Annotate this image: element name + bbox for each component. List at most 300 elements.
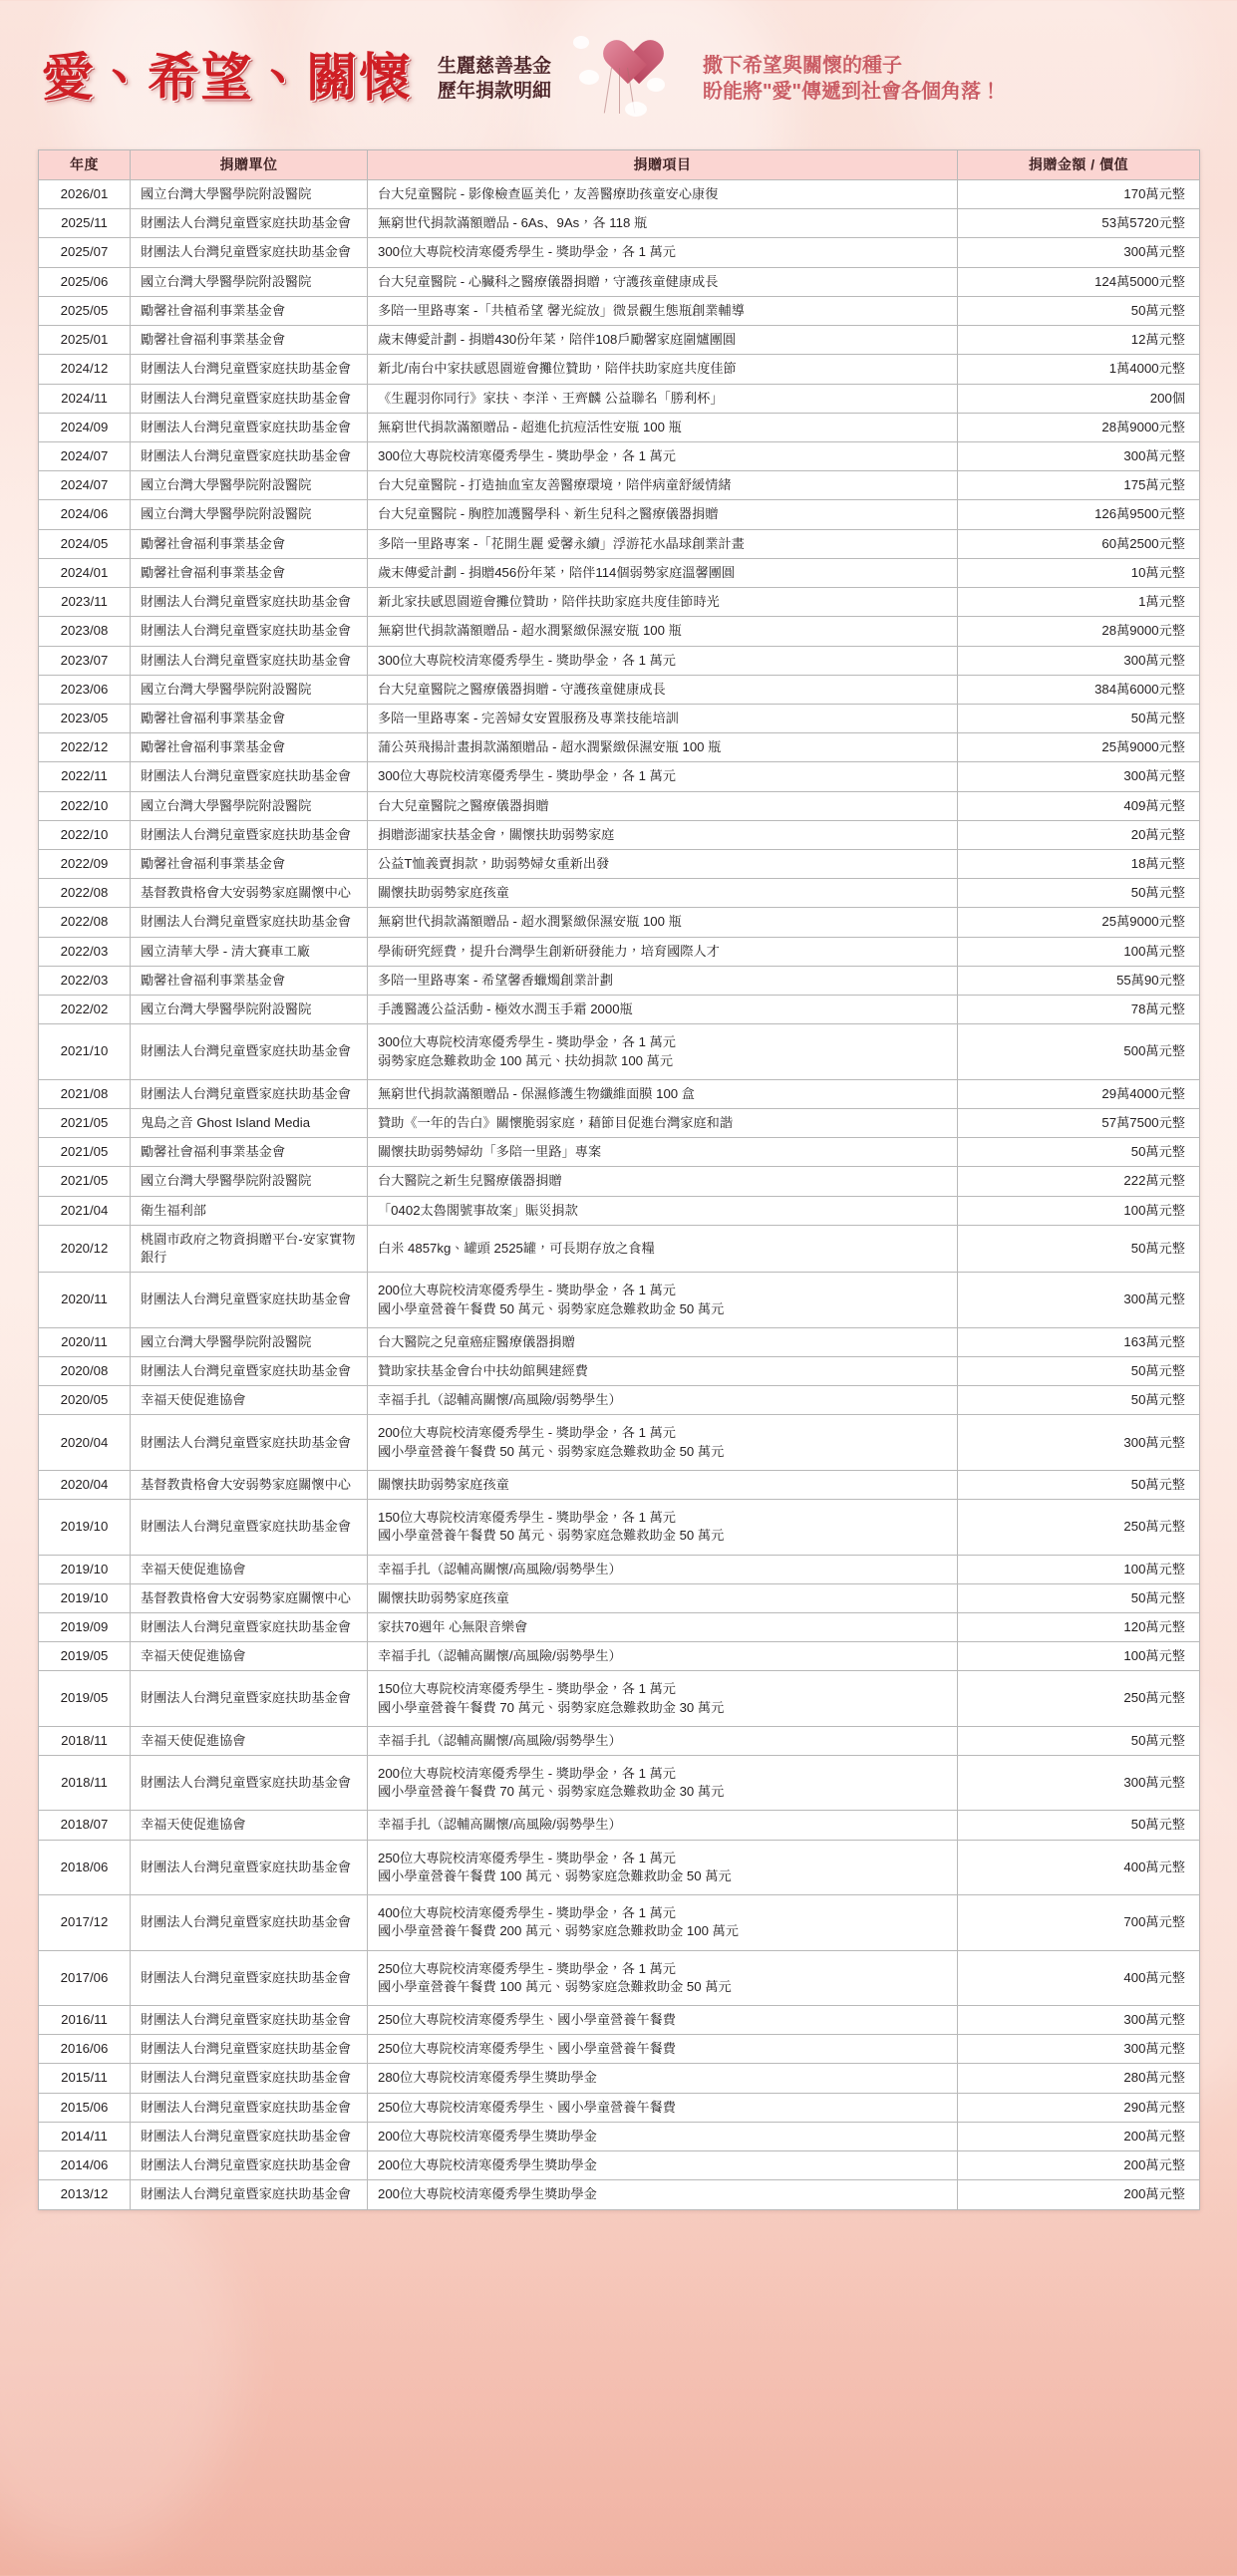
cell-amount: 50萬元整 (958, 704, 1200, 732)
cell-item-line-1: 台大兒童醫院 - 心臟科之醫療儀器捐贈，守護孩童健康成長 (378, 273, 719, 289)
cloud-puff-icon (625, 102, 647, 117)
cell-year: 2019/05 (39, 1671, 131, 1726)
cell-item-line-1: 300位大專院校清寒優秀學生 - 獎助學金，各 1 萬元 (378, 244, 676, 260)
cell-amount: 25萬9000元整 (958, 733, 1200, 762)
cell-amount: 1萬4000元整 (958, 355, 1200, 384)
table-row (39, 500, 1200, 529)
cell-item (368, 296, 958, 325)
cell-year: 2021/10 (39, 1024, 131, 1079)
cell-item (368, 908, 958, 937)
cell-amount: 409萬元整 (958, 791, 1200, 820)
cell-item (368, 529, 958, 558)
cell-item-line-1: 300位大專院校清寒優秀學生 - 獎助學金，各 1 萬元 (378, 447, 676, 463)
cell-organization: 財團法人台灣兒童暨家庭扶助基金會 (131, 1415, 368, 1470)
cell-organization: 財團法人台灣兒童暨家庭扶助基金會 (131, 413, 368, 441)
cell-organization: 幸福天使促進協會 (131, 1811, 368, 1840)
cell-item-line-1: 多陪一里路專案 -「共植希望 馨光綻放」微景觀生態瓶創業輔導 (378, 302, 745, 318)
cell-amount: 290萬元整 (958, 2093, 1200, 2122)
cell-amount: 50萬元整 (958, 1470, 1200, 1499)
cell-amount: 170萬元整 (958, 180, 1200, 209)
cell-organization: 財團法人台灣兒童暨家庭扶助基金會 (131, 588, 368, 617)
cell-year: 2020/11 (39, 1327, 131, 1356)
table-row (39, 267, 1200, 296)
cell-item (368, 1583, 958, 1612)
cell-item (368, 2035, 958, 2064)
cell-amount: 57萬7500元整 (958, 1109, 1200, 1138)
table-row (39, 850, 1200, 879)
cell-amount: 50萬元整 (958, 879, 1200, 908)
table-row (39, 1500, 1200, 1555)
cell-item-line-1: 200位大專院校清寒優秀學生 - 獎助學金，各 1 萬元 (378, 1766, 676, 1782)
cell-item-line-1: 300位大專院校清寒優秀學生 - 獎助學金，各 1 萬元 (378, 652, 676, 668)
cell-organization: 財團法人台灣兒童暨家庭扶助基金會 (131, 1612, 368, 1641)
cell-year: 2019/09 (39, 1612, 131, 1641)
column-header-item: 捐贈項目 (368, 150, 958, 180)
cell-organization: 財團法人台灣兒童暨家庭扶助基金會 (131, 1895, 368, 1950)
cell-organization: 勵馨社會福利事業基金會 (131, 296, 368, 325)
cell-item (368, 762, 958, 791)
cell-item-line-1: 關懷扶助弱勢家庭孩童 (378, 885, 509, 901)
cell-item-line-1: 幸福手扎（認輔高關懷/高風險/弱勢學生） (378, 1561, 622, 1576)
cell-year: 2024/12 (39, 355, 131, 384)
cell-amount: 700萬元整 (958, 1895, 1200, 1950)
cell-year: 2019/10 (39, 1555, 131, 1583)
cell-item (368, 1555, 958, 1583)
cell-amount: 100萬元整 (958, 1555, 1200, 1583)
cell-amount: 10萬元整 (958, 558, 1200, 587)
table-row (39, 704, 1200, 732)
cell-organization: 基督教貴格會大安弱勢家庭關懷中心 (131, 879, 368, 908)
table-row (39, 1671, 1200, 1726)
cell-organization: 財團法人台灣兒童暨家庭扶助基金會 (131, 441, 368, 470)
column-header-year: 年度 (39, 150, 131, 180)
table-row (39, 1109, 1200, 1138)
cell-item-line-1: 200位大專院校清寒優秀學生獎助學金 (378, 2186, 597, 2202)
table-row (39, 791, 1200, 820)
table-row (39, 2093, 1200, 2122)
cell-year: 2022/08 (39, 908, 131, 937)
cell-year: 2021/04 (39, 1196, 131, 1225)
cell-organization: 衛生福利部 (131, 1196, 368, 1225)
cell-item (368, 1225, 958, 1272)
cell-year: 2015/11 (39, 2064, 131, 2093)
cell-item-line-1: 贊助家扶基金會台中扶幼館興建經費 (378, 1362, 588, 1378)
cell-item-line-2: 國小學童營養午餐費 70 萬元、弱勢家庭急難救助金 30 萬元 (378, 1784, 725, 1800)
balloon-string (604, 68, 612, 114)
cell-item (368, 267, 958, 296)
table-row (39, 675, 1200, 704)
cell-item (368, 1950, 958, 2005)
cell-item (368, 733, 958, 762)
cell-item-line-1: 280位大專院校清寒優秀學生獎助學金 (378, 2070, 597, 2086)
cell-organization: 勵馨社會福利事業基金會 (131, 1138, 368, 1167)
cell-item-line-1: 無窮世代捐款滿額贈品 - 超水潤緊緻保濕安瓶 100 瓶 (378, 914, 682, 930)
cell-organization: 財團法人台灣兒童暨家庭扶助基金會 (131, 908, 368, 937)
table-row (39, 617, 1200, 646)
cell-amount: 400萬元整 (958, 1840, 1200, 1894)
cell-item (368, 704, 958, 732)
cell-year: 2018/06 (39, 1840, 131, 1894)
cell-organization: 桃園市政府之物資捐贈平台-安家實物銀行 (131, 1225, 368, 1272)
cell-item (368, 1167, 958, 1196)
table-row (39, 762, 1200, 791)
cell-organization: 財團法人台灣兒童暨家庭扶助基金會 (131, 1840, 368, 1894)
cell-amount: 50萬元整 (958, 1583, 1200, 1612)
donation-history-table (38, 149, 1200, 2210)
cell-item-line-2: 國小學童營養午餐費 50 萬元、弱勢家庭急難救助金 50 萬元 (378, 1300, 725, 1316)
cell-amount: 163萬元整 (958, 1327, 1200, 1356)
cell-amount: 300萬元整 (958, 1756, 1200, 1811)
cell-item (368, 1811, 958, 1840)
cell-amount: 222萬元整 (958, 1167, 1200, 1196)
cell-item (368, 471, 958, 500)
table-row (39, 646, 1200, 675)
table-row (39, 1642, 1200, 1671)
cell-organization: 勵馨社會福利事業基金會 (131, 529, 368, 558)
cell-organization: 幸福天使促進協會 (131, 1386, 368, 1415)
cell-year: 2024/07 (39, 471, 131, 500)
tagline-line-2: 盼能將"愛"傳遞到社會各個角落！ (703, 81, 1001, 103)
cell-year: 2024/01 (39, 558, 131, 587)
cell-item-line-1: 手護醫護公益活動 - 極效水潤玉手霜 2000瓶 (378, 1002, 633, 1017)
cell-item (368, 441, 958, 470)
table-row (39, 209, 1200, 238)
cell-organization: 國立台灣大學醫學院附設醫院 (131, 675, 368, 704)
cell-year: 2020/04 (39, 1415, 131, 1470)
cell-amount: 200萬元整 (958, 2180, 1200, 2209)
table-row (39, 1756, 1200, 1811)
cell-organization: 財團法人台灣兒童暨家庭扶助基金會 (131, 820, 368, 849)
cell-amount: 300萬元整 (958, 646, 1200, 675)
cell-item (368, 238, 958, 267)
cell-item-line-1: 200位大專院校清寒優秀學生獎助學金 (378, 2157, 597, 2173)
cell-year: 2016/06 (39, 2035, 131, 2064)
cell-item-line-1: 蒲公英飛揚計畫捐款滿額贈品 - 超水潤緊緻保濕安瓶 100 瓶 (378, 739, 722, 755)
cell-item-line-1: 200位大專院校清寒優秀學生 - 獎助學金，各 1 萬元 (378, 1425, 676, 1441)
cell-item (368, 1138, 958, 1167)
cell-item-line-2: 國小學童營養午餐費 50 萬元、弱勢家庭急難救助金 50 萬元 (378, 1528, 725, 1544)
cell-amount: 100萬元整 (958, 937, 1200, 966)
table-row (39, 1327, 1200, 1356)
cell-year: 2019/05 (39, 1642, 131, 1671)
cell-amount: 50萬元整 (958, 296, 1200, 325)
cell-item-line-1: 歲末傳愛計劃 - 捐贈456份年菜，陪伴114個弱勢家庭溫馨團圓 (378, 564, 736, 580)
cell-item (368, 1415, 958, 1470)
cell-item-line-1: 贊助《一年的告白》關懷脆弱家庭，藉節目促進台灣家庭和諧 (378, 1115, 734, 1130)
cell-item (368, 617, 958, 646)
cell-organization: 幸福天使促進協會 (131, 1642, 368, 1671)
cell-organization: 財團法人台灣兒童暨家庭扶助基金會 (131, 1950, 368, 2005)
cell-item-line-1: 250位大專院校清寒優秀學生 - 獎助學金，各 1 萬元 (378, 1960, 676, 1976)
cell-organization: 國立台灣大學醫學院附設醫院 (131, 791, 368, 820)
cell-organization: 財團法人台灣兒童暨家庭扶助基金會 (131, 2122, 368, 2150)
cell-organization: 財團法人台灣兒童暨家庭扶助基金會 (131, 617, 368, 646)
cell-year: 2023/07 (39, 646, 131, 675)
cell-amount: 300萬元整 (958, 762, 1200, 791)
cell-item (368, 1895, 958, 1950)
cell-amount: 50萬元整 (958, 1138, 1200, 1167)
cell-year: 2022/10 (39, 820, 131, 849)
cell-organization: 財團法人台灣兒童暨家庭扶助基金會 (131, 646, 368, 675)
cell-year: 2020/05 (39, 1386, 131, 1415)
cell-organization: 財團法人台灣兒童暨家庭扶助基金會 (131, 1356, 368, 1385)
cell-amount: 384萬6000元整 (958, 675, 1200, 704)
cell-item-line-1: 多陪一里路專案 -「花開生麗 愛馨永續」浮游花水晶球創業計畫 (378, 535, 745, 551)
table-row (39, 996, 1200, 1024)
cell-item (368, 1840, 958, 1894)
cell-year: 2022/12 (39, 733, 131, 762)
cell-item-line-1: 歲末傳愛計劃 - 捐贈430份年菜，陪伴108戶勵馨家庭圍爐團圓 (378, 332, 737, 348)
cell-year: 2016/11 (39, 2006, 131, 2035)
cell-item (368, 675, 958, 704)
cell-amount: 300萬元整 (958, 1273, 1200, 1327)
cell-year: 2026/01 (39, 180, 131, 209)
cloud-puff-icon (647, 78, 665, 92)
cell-item-line-1: 多陪一里路專案 - 希望馨香蠟燭創業計劃 (378, 972, 613, 988)
cell-item (368, 1327, 958, 1356)
table-row (39, 820, 1200, 849)
column-header-amount: 捐贈金額 / 價值 (958, 150, 1200, 180)
cell-year: 2025/05 (39, 296, 131, 325)
cell-item (368, 2151, 958, 2180)
cell-item-line-1: 無窮世代捐款滿額贈品 - 6As、9As，各 118 瓶 (378, 215, 648, 231)
cell-year: 2020/04 (39, 1470, 131, 1499)
cell-item-line-1: 250位大專院校清寒優秀學生、國小學童營養午餐費 (378, 2099, 676, 2115)
cell-item-line-1: 《生麗羽你同行》家扶、李洋、王齊麟 公益聯名「勝利杯」 (378, 390, 724, 406)
table-row (39, 2035, 1200, 2064)
subtitle-line-2: 歷年捐款明細 (438, 81, 552, 102)
cell-year: 2024/09 (39, 413, 131, 441)
cell-amount: 25萬9000元整 (958, 908, 1200, 937)
cell-item-line-1: 150位大專院校清寒優秀學生 - 獎助學金，各 1 萬元 (378, 1510, 676, 1526)
cell-year: 2022/02 (39, 996, 131, 1024)
cell-year: 2014/11 (39, 2122, 131, 2150)
table-row (39, 1167, 1200, 1196)
cell-year: 2018/07 (39, 1811, 131, 1840)
cell-amount: 50萬元整 (958, 1356, 1200, 1385)
table-row (39, 441, 1200, 470)
cell-amount: 53萬5720元整 (958, 209, 1200, 238)
cell-item (368, 937, 958, 966)
donation-table-container (38, 149, 1199, 2246)
table-row (39, 937, 1200, 966)
cell-organization: 財團法人台灣兒童暨家庭扶助基金會 (131, 1671, 368, 1726)
heart-shape (593, 22, 647, 72)
table-row (39, 2064, 1200, 2093)
cell-item (368, 2122, 958, 2150)
cell-organization: 基督教貴格會大安弱勢家庭關懷中心 (131, 1470, 368, 1499)
cell-organization: 財團法人台灣兒童暨家庭扶助基金會 (131, 1500, 368, 1555)
cell-item-line-2: 弱勢家庭急難救助金 100 萬元、扶幼捐款 100 萬元 (378, 1052, 674, 1068)
cell-amount: 500萬元整 (958, 1024, 1200, 1079)
cell-year: 2020/11 (39, 1273, 131, 1327)
cell-item-line-1: 台大兒童醫院之醫療儀器捐贈 (378, 797, 549, 813)
cell-item-line-1: 關懷扶助弱勢家庭孩童 (378, 1476, 509, 1492)
table-row (39, 1273, 1200, 1327)
cell-year: 2021/05 (39, 1138, 131, 1167)
cell-item-line-1: 台大兒童醫院 - 胸腔加護醫學科、新生兒科之醫療儀器捐贈 (378, 506, 719, 522)
cell-amount: 50萬元整 (958, 1811, 1200, 1840)
cell-item-line-1: 台大兒童醫院 - 影像檢查區美化，友善醫療助孩童安心康復 (378, 186, 719, 201)
cell-amount: 300萬元整 (958, 2035, 1200, 2064)
cloud-puff-icon (579, 70, 599, 85)
cell-item (368, 1356, 958, 1385)
cell-item (368, 558, 958, 587)
cell-year: 2019/10 (39, 1500, 131, 1555)
cell-year: 2015/06 (39, 2093, 131, 2122)
cell-item-line-1: 多陪一里路專案 - 完善婦女安置服務及專業技能培訓 (378, 710, 679, 725)
cell-amount: 300萬元整 (958, 238, 1200, 267)
cell-item-line-1: 300位大專院校清寒優秀學生 - 獎助學金，各 1 萬元 (378, 768, 676, 784)
cell-year: 2020/12 (39, 1225, 131, 1272)
cell-item-line-2: 國小學童營養午餐費 50 萬元、弱勢家庭急難救助金 50 萬元 (378, 1443, 725, 1459)
cell-item-line-1: 台大醫院之新生兒醫療儀器捐贈 (378, 1173, 562, 1189)
cell-organization: 財團法人台灣兒童暨家庭扶助基金會 (131, 209, 368, 238)
table-row (39, 1583, 1200, 1612)
cell-item (368, 1109, 958, 1138)
cell-year: 2022/10 (39, 791, 131, 820)
cell-item (368, 1500, 958, 1555)
cell-item-line-1: 無窮世代捐款滿額贈品 - 超水潤緊緻保濕安瓶 100 瓶 (378, 623, 682, 639)
cell-year: 2025/07 (39, 238, 131, 267)
table-row (39, 1024, 1200, 1079)
cell-year: 2025/11 (39, 209, 131, 238)
cell-amount: 60萬2500元整 (958, 529, 1200, 558)
cell-amount: 28萬9000元整 (958, 617, 1200, 646)
cell-organization: 勵馨社會福利事業基金會 (131, 850, 368, 879)
cell-amount: 280萬元整 (958, 2064, 1200, 2093)
cell-year: 2023/05 (39, 704, 131, 732)
table-row (39, 529, 1200, 558)
cell-organization: 財團法人台灣兒童暨家庭扶助基金會 (131, 1024, 368, 1079)
table-row (39, 1196, 1200, 1225)
cell-amount: 20萬元整 (958, 820, 1200, 849)
cell-amount: 250萬元整 (958, 1671, 1200, 1726)
cell-item (368, 2093, 958, 2122)
table-row (39, 1840, 1200, 1894)
cell-item-line-1: 250位大專院校清寒優秀學生、國小學童營養午餐費 (378, 2012, 676, 2027)
cell-year: 2022/03 (39, 966, 131, 995)
table-row (39, 908, 1200, 937)
cell-item-line-1: 幸福手扎（認輔高關懷/高風險/弱勢學生） (378, 1648, 622, 1664)
cell-year: 2024/11 (39, 384, 131, 413)
cell-amount: 300萬元整 (958, 441, 1200, 470)
cell-year: 2021/08 (39, 1079, 131, 1108)
cell-amount: 175萬元整 (958, 471, 1200, 500)
cell-organization: 國立清華大學 - 清大賽車工廠 (131, 937, 368, 966)
cell-amount: 100萬元整 (958, 1196, 1200, 1225)
table-row (39, 326, 1200, 355)
cell-amount: 50萬元整 (958, 1386, 1200, 1415)
cell-amount: 250萬元整 (958, 1500, 1200, 1555)
cell-item (368, 1726, 958, 1755)
cell-item-line-1: 關懷扶助弱勢家庭孩童 (378, 1589, 509, 1605)
table-row (39, 2180, 1200, 2209)
cell-year: 2021/05 (39, 1167, 131, 1196)
cell-item (368, 180, 958, 209)
cell-organization: 國立台灣大學醫學院附設醫院 (131, 996, 368, 1024)
cell-year: 2017/06 (39, 1950, 131, 2005)
cell-item-line-1: 新北/南台中家扶感恩園遊會攤位贊助，陪伴扶助家庭共度佳節 (378, 361, 737, 377)
table-row (39, 1811, 1200, 1840)
cell-item-line-1: 150位大專院校清寒優秀學生 - 獎助學金，各 1 萬元 (378, 1681, 676, 1697)
cell-amount: 29萬4000元整 (958, 1079, 1200, 1108)
cell-organization: 勵馨社會福利事業基金會 (131, 733, 368, 762)
cell-amount: 400萬元整 (958, 1950, 1200, 2005)
cell-year: 2022/03 (39, 937, 131, 966)
table-row (39, 588, 1200, 617)
cell-organization: 財團法人台灣兒童暨家庭扶助基金會 (131, 384, 368, 413)
cell-year: 2019/10 (39, 1583, 131, 1612)
cell-amount: 200萬元整 (958, 2151, 1200, 2180)
cell-item-line-1: 家扶70週年 心無限音樂會 (378, 1618, 528, 1634)
cell-item (368, 1642, 958, 1671)
cell-organization: 財團法人台灣兒童暨家庭扶助基金會 (131, 2151, 368, 2180)
cell-item (368, 1196, 958, 1225)
cell-item-line-1: 捐贈澎湖家扶基金會，關懷扶助弱勢家庭 (378, 826, 615, 842)
table-row (39, 1950, 1200, 2005)
subtitle-block (438, 55, 551, 104)
cell-item-line-1: 「0402太魯閣號事故案」賑災捐款 (378, 1202, 578, 1218)
cell-organization: 鬼島之音 Ghost Island Media (131, 1109, 368, 1138)
cell-item-line-1: 關懷扶助弱勢婦幼「多陪一里路」專案 (378, 1144, 602, 1160)
page-banner (0, 0, 1237, 149)
table-row (39, 2006, 1200, 2035)
cell-year: 2018/11 (39, 1726, 131, 1755)
cell-organization: 財團法人台灣兒童暨家庭扶助基金會 (131, 2035, 368, 2064)
table-row (39, 296, 1200, 325)
cell-organization: 財團法人台灣兒童暨家庭扶助基金會 (131, 2006, 368, 2035)
cell-amount: 12萬元整 (958, 326, 1200, 355)
cell-year: 2021/05 (39, 1109, 131, 1138)
cell-item-line-2: 國小學童營養午餐費 200 萬元、弱勢家庭急難救助金 100 萬元 (378, 1923, 739, 1939)
cell-year: 2024/05 (39, 529, 131, 558)
cell-item-line-1: 學術研究經費，提升台灣學生創新研發能力，培育國際人才 (378, 943, 720, 959)
table-row (39, 471, 1200, 500)
cell-item (368, 413, 958, 441)
cell-year: 2017/12 (39, 1895, 131, 1950)
table-row (39, 384, 1200, 413)
table-row (39, 1415, 1200, 1470)
cell-item-line-1: 幸福手扎（認輔高關懷/高風險/弱勢學生） (378, 1817, 622, 1833)
cell-item-line-1: 300位大專院校清寒優秀學生 - 獎助學金，各 1 萬元 (378, 1034, 676, 1050)
cell-item (368, 326, 958, 355)
cell-organization: 國立台灣大學醫學院附設醫院 (131, 500, 368, 529)
cell-organization: 國立台灣大學醫學院附設醫院 (131, 1327, 368, 1356)
table-row (39, 1225, 1200, 1272)
cell-item-line-1: 無窮世代捐款滿額贈品 - 超進化抗痘活性安瓶 100 瓶 (378, 419, 682, 434)
tagline-block (703, 53, 1001, 106)
cell-year: 2025/06 (39, 267, 131, 296)
cell-item-line-1: 白米 4857kg、罐頭 2525罐，可長期存放之食糧 (378, 1240, 655, 1256)
cell-year: 2025/01 (39, 326, 131, 355)
cell-item (368, 588, 958, 617)
cell-organization: 國立台灣大學醫學院附設醫院 (131, 471, 368, 500)
cell-year: 2014/06 (39, 2151, 131, 2180)
cell-organization: 國立台灣大學醫學院附設醫院 (131, 1167, 368, 1196)
cell-item (368, 1079, 958, 1108)
cell-item-line-1: 200位大專院校清寒優秀學生 - 獎助學金，各 1 萬元 (378, 1283, 676, 1298)
table-row (39, 1555, 1200, 1583)
cell-year: 2013/12 (39, 2180, 131, 2209)
table-row (39, 1726, 1200, 1755)
cell-item (368, 850, 958, 879)
cell-item-line-1: 台大醫院之兒童癌症醫療儀器捐贈 (378, 1333, 575, 1349)
cell-item (368, 1024, 958, 1079)
cell-year: 2024/06 (39, 500, 131, 529)
cell-amount: 50萬元整 (958, 1225, 1200, 1272)
table-row (39, 1895, 1200, 1950)
